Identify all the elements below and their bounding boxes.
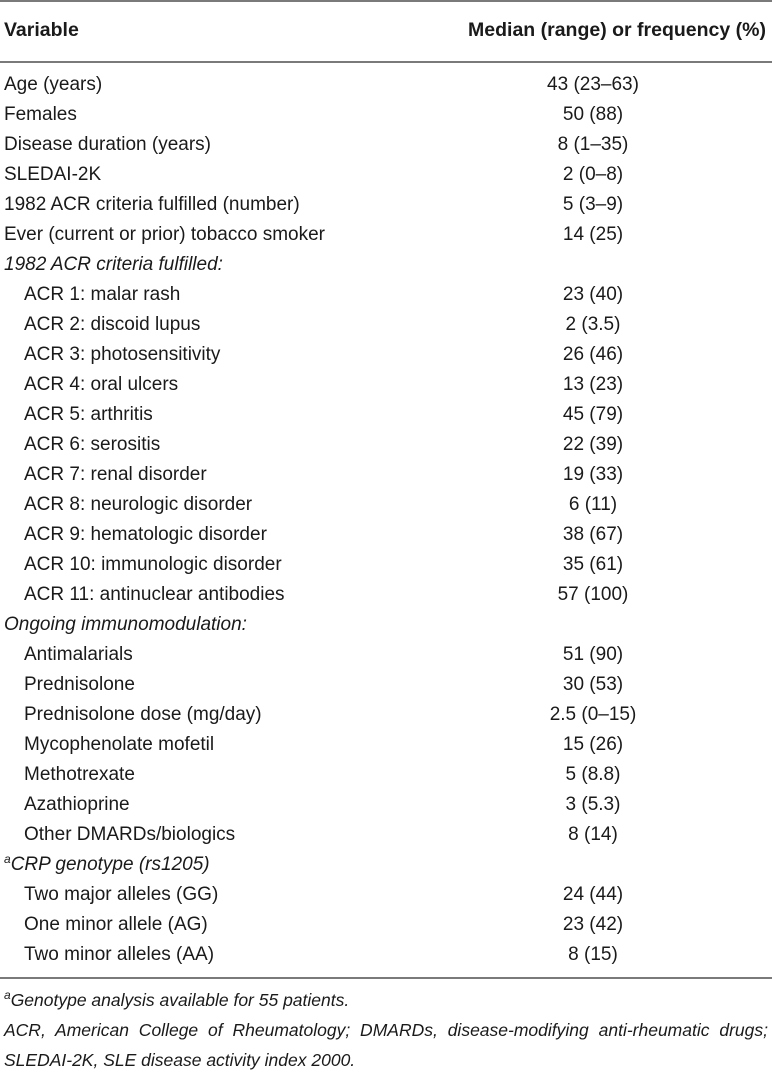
table-row: [0, 220, 772, 250]
row-label-text: 1982 ACR criteria fulfilled:: [4, 254, 223, 275]
row-value: 2 (0–8): [562, 164, 624, 185]
row-label-text: ACR 7: renal disorder: [24, 464, 207, 485]
table-row: [0, 820, 772, 850]
table-row: [0, 370, 772, 400]
row-value: 8 (14): [568, 824, 618, 845]
row-label: [24, 460, 207, 490]
table-row: [0, 700, 772, 730]
table-row: [0, 400, 772, 430]
row-label: [24, 910, 208, 940]
row-value: 22 (39): [562, 434, 624, 455]
row-value: 45 (79): [562, 404, 624, 425]
abbreviations-footnote: ACR, American College of Rheumatology; DMARDs, disease-modifying anti-rheumatic drugs; SLEDAI-2K, SLE disease activity index 2000.: [4, 1020, 768, 1070]
section-label: [4, 250, 223, 280]
row-label: [24, 790, 130, 820]
section-row: [0, 250, 772, 280]
row-label: [4, 130, 211, 160]
row-label-text: ACR 2: discoid lupus: [24, 314, 201, 335]
row-value: 38 (67): [562, 524, 624, 545]
row-label-text: Females: [4, 104, 77, 125]
row-label: [24, 310, 200, 340]
table-row: [0, 910, 772, 940]
row-label: [24, 490, 252, 520]
row-value: 14 (25): [562, 224, 624, 245]
row-label-text: ACR 4: oral ulcers: [24, 374, 179, 395]
table-row: [0, 940, 772, 970]
table-row: [0, 130, 772, 160]
row-value: 13 (23): [562, 374, 624, 395]
row-value: 19 (33): [562, 464, 624, 485]
row-label: [24, 550, 282, 580]
row-label: [24, 370, 178, 400]
row-value: 50 (88): [562, 104, 624, 125]
row-label: [4, 70, 102, 100]
row-label-text: Other DMARDs/biologics: [24, 824, 236, 845]
row-value: 43 (23–63): [547, 74, 639, 95]
row-value: 23 (40): [562, 284, 624, 305]
table-row: [0, 880, 772, 910]
row-label-text: Methotrexate: [24, 764, 135, 785]
row-value: 3 (5.3): [565, 794, 621, 815]
row-label: [4, 160, 101, 190]
row-value: 5 (3–9): [562, 194, 624, 215]
table-row: [0, 550, 772, 580]
row-label-text: ACR 6: serositis: [24, 434, 161, 455]
footnote-marker: a: [4, 988, 11, 1002]
genotype-footnote: [4, 985, 349, 1015]
row-value: 30 (53): [562, 674, 624, 695]
row-value: 35 (61): [562, 554, 624, 575]
row-label: [24, 520, 267, 550]
table-row: [0, 670, 772, 700]
row-value: 51 (90): [562, 644, 624, 665]
table-row: [0, 520, 772, 550]
row-value: 6 (11): [568, 494, 618, 515]
row-label-text: One minor allele (AG): [24, 914, 208, 935]
row-value: 15 (26): [562, 734, 624, 755]
row-label-text: ACR 5: arthritis: [24, 404, 153, 425]
row-value: 8 (15): [568, 944, 618, 965]
table-body: [0, 70, 772, 970]
row-label-text: Disease duration (years): [4, 134, 211, 155]
header-rule: [0, 61, 772, 63]
row-label: [24, 340, 220, 370]
row-value: 26 (46): [562, 344, 624, 365]
variable-column-header: Variable: [4, 19, 79, 41]
row-label: [24, 400, 153, 430]
table-row: [0, 430, 772, 460]
row-label-text: CRP genotype (rs1205): [10, 854, 210, 875]
table-row: [0, 640, 772, 670]
genotype-footnote-text: Genotype analysis available for 55 patients.: [10, 990, 350, 1010]
row-value: 57 (100): [557, 584, 629, 605]
table-bottom-rule: [0, 977, 772, 979]
row-value: 23 (42): [562, 914, 624, 935]
row-label: [24, 700, 262, 730]
row-label-text: Azathioprine: [24, 794, 130, 815]
table-row: [0, 490, 772, 520]
row-value: 2.5 (0–15): [549, 704, 637, 725]
row-label: [24, 280, 180, 310]
row-label-text: ACR 1: malar rash: [24, 284, 181, 305]
table-row: [0, 190, 772, 220]
row-label-text: Two major alleles (GG): [24, 884, 219, 905]
row-value: 8 (1–35): [557, 134, 629, 155]
section-row: [0, 610, 772, 640]
footnote-marker: a: [4, 852, 11, 866]
table-row: [0, 790, 772, 820]
table-row: [0, 70, 772, 100]
row-label-text: Prednisolone: [24, 674, 135, 695]
row-label: [24, 430, 160, 460]
table-row: [0, 280, 772, 310]
table-row: [0, 730, 772, 760]
row-label-text: ACR 8: neurologic disorder: [24, 494, 253, 515]
row-label-text: Antimalarials: [24, 644, 133, 665]
row-label: [24, 820, 235, 850]
row-label-text: Two minor alleles (AA): [24, 944, 215, 965]
table-row: [0, 580, 772, 610]
row-label: [24, 580, 285, 610]
row-label-text: ACR 9: hematologic disorder: [24, 524, 267, 545]
row-value: 5 (8.8): [565, 764, 621, 785]
row-label-text: ACR 10: immunologic disorder: [24, 554, 282, 575]
row-label: [24, 940, 214, 970]
value-column-header: Median (range) or frequency (%): [468, 19, 766, 41]
section-label: [4, 850, 210, 880]
row-label-text: Prednisolone dose (mg/day): [24, 704, 262, 725]
row-label: [4, 220, 325, 250]
table-row: [0, 160, 772, 190]
table-row: [0, 340, 772, 370]
table-row: [0, 310, 772, 340]
row-label: [24, 760, 135, 790]
table-row: [0, 460, 772, 490]
row-label: [4, 190, 300, 220]
row-label-text: Age (years): [4, 74, 103, 95]
table-row: [0, 760, 772, 790]
row-label-text: SLEDAI-2K: [4, 164, 102, 185]
table-top-rule: [0, 0, 772, 2]
row-label: [24, 880, 218, 910]
row-label-text: Ever (current or prior) tobacco smoker: [4, 224, 325, 245]
row-label: [24, 640, 133, 670]
row-label-text: Ongoing immunomodulation:: [4, 614, 247, 635]
row-label-text: Mycophenolate mofetil: [24, 734, 215, 755]
table-row: [0, 100, 772, 130]
row-label-text: ACR 3: photosensitivity: [24, 344, 221, 365]
section-label: [4, 610, 247, 640]
section-row: [0, 850, 772, 880]
row-label-text: ACR 11: antinuclear antibodies: [24, 584, 285, 605]
row-label-text: 1982 ACR criteria fulfilled (number): [4, 194, 300, 215]
row-value: 24 (44): [562, 884, 624, 905]
row-label: [24, 670, 135, 700]
row-label: [4, 100, 77, 130]
row-label: [24, 730, 214, 760]
row-value: 2 (3.5): [565, 314, 621, 335]
